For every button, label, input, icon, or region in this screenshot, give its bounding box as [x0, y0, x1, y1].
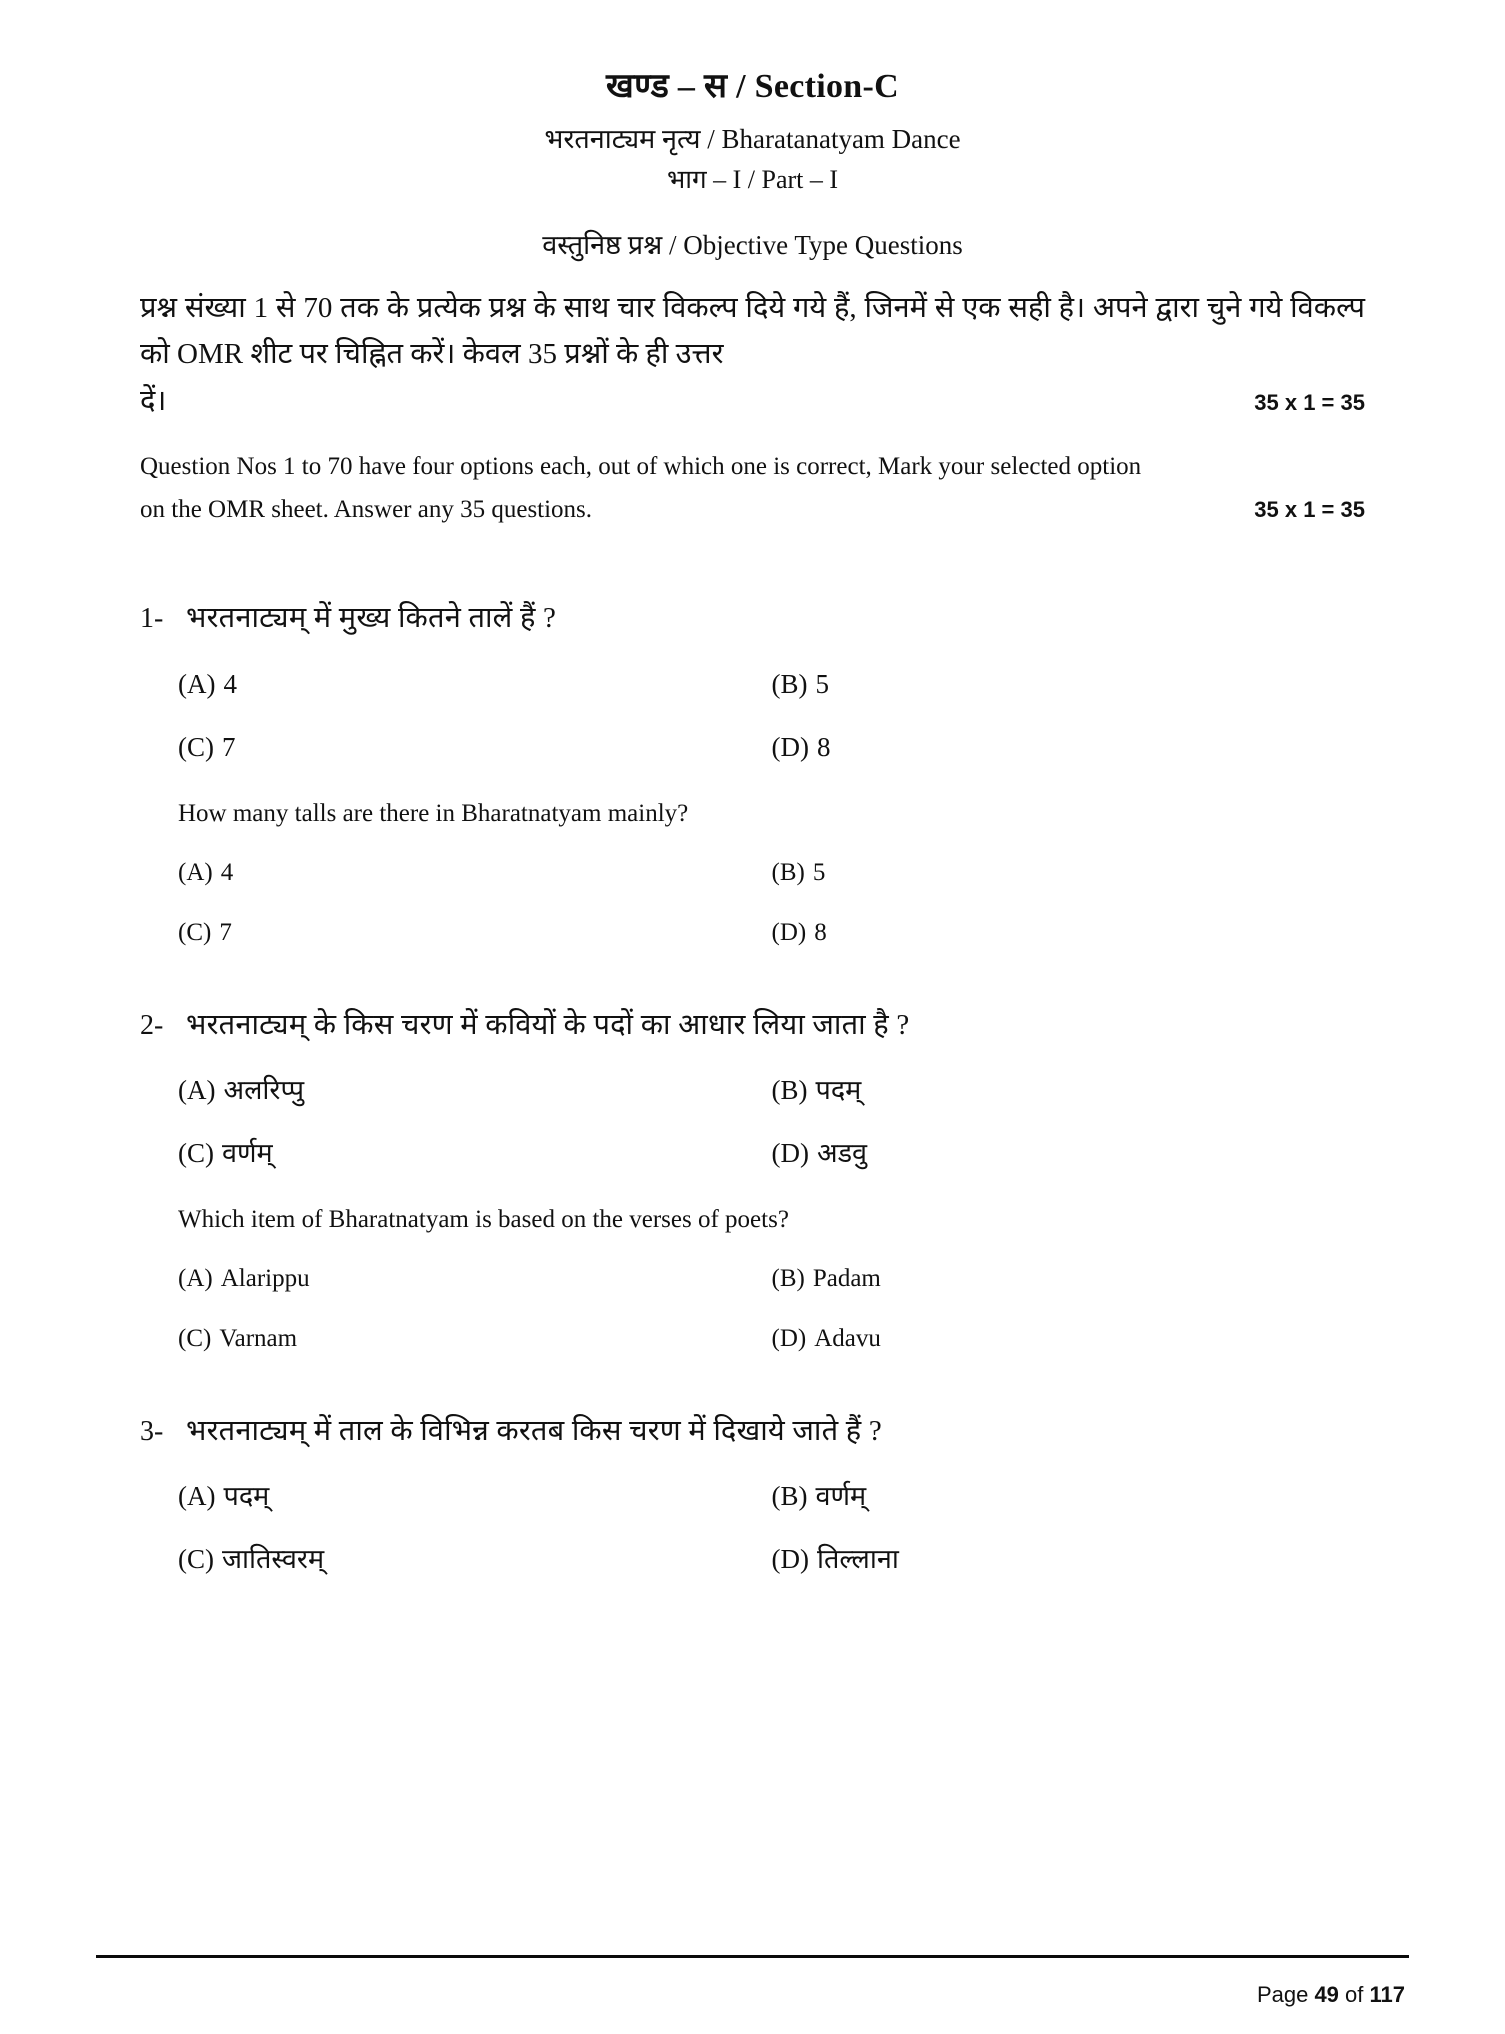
option-text-b: Padam	[812, 1264, 881, 1292]
question-block-1	[140, 597, 1365, 949]
option-label-a: (A)	[178, 1075, 216, 1106]
option-english-d[interactable]	[772, 1323, 1366, 1356]
option-hindi-b[interactable]	[772, 667, 1366, 702]
option-label-c: (C)	[178, 919, 212, 947]
option-hindi-c[interactable]	[178, 1542, 772, 1577]
option-hindi-c[interactable]	[178, 1136, 772, 1171]
option-text-b: 5	[815, 668, 829, 699]
option-english-d[interactable]	[772, 917, 1366, 950]
option-english-c[interactable]	[178, 917, 772, 950]
option-label-c: (C)	[178, 732, 214, 762]
option-hindi-b[interactable]	[772, 1073, 1366, 1108]
option-hindi-d[interactable]	[772, 730, 1366, 765]
marks-english: 35 x 1 = 35	[1254, 497, 1365, 523]
footer-divider	[96, 1955, 1409, 1958]
marks-hindi: 35 x 1 = 35	[1254, 390, 1365, 416]
option-label-c: (C)	[178, 1138, 214, 1169]
option-label-d: (D)	[771, 1325, 807, 1353]
question-2-options-hindi	[178, 1073, 1365, 1171]
option-text-a: Alarippu	[220, 1264, 310, 1292]
question-2-options-english	[178, 1263, 1365, 1356]
option-english-b[interactable]	[772, 1263, 1366, 1296]
question-block-3	[140, 1410, 1365, 1578]
option-text-b: वर्णम्	[815, 1481, 867, 1512]
instructions-english-text: Question Nos 1 to 70 have four options each, out of which one is correct, Mark your selected option	[140, 453, 1142, 481]
option-label-b: (B)	[771, 858, 805, 886]
option-label-c: (C)	[178, 1325, 212, 1353]
option-hindi-a[interactable]	[178, 1479, 772, 1514]
option-label-c: (C)	[178, 1544, 214, 1575]
option-label-a: (A)	[178, 1264, 213, 1292]
option-label-d: (D)	[771, 732, 809, 762]
option-text-a: 4	[220, 858, 234, 886]
question-2-text-hindi: भरतनाट्यम् के किस चरण में कवियों के पदों का आधार लिया जाता है ?	[186, 1008, 910, 1041]
instructions-english-tail-row	[140, 488, 1365, 531]
option-english-a[interactable]	[178, 1263, 772, 1296]
question-2-stem-hindi	[140, 1004, 1365, 1048]
question-3-options-hindi	[178, 1479, 1365, 1577]
objective-type-subtitle: वस्तुनिष्ठ प्रश्न / Objective Type Questions	[542, 229, 963, 260]
option-label-b: (B)	[771, 1481, 808, 1512]
subject-subtitle: भरतनाट्यम नृत्य / Bharatanatyam Dance	[544, 123, 961, 154]
option-text-b: पदम्	[815, 1075, 862, 1106]
option-label-b: (B)	[771, 668, 808, 699]
instructions-hindi-text: प्रश्न संख्या 1 से 70 तक के प्रत्येक प्रश्न के साथ चार विकल्प दिये गये हैं, जिनमें से एक सही है। अपने द्वारा चुने गये विकल्प को OMR शीट पर चिह्नित करें। केवल 35 प्रश्नों के ही उत्तर	[140, 291, 1365, 371]
option-text-d: Adavu	[814, 1325, 881, 1353]
question-3-stem-hindi	[140, 1410, 1365, 1454]
question-1-stem-hindi	[140, 597, 1365, 641]
question-1-number: 1-	[140, 603, 164, 635]
option-text-d: 8	[814, 919, 827, 947]
question-2-stem-english: Which item of Bharatnatyam is based on the verses of poets?	[178, 1206, 789, 1234]
option-english-a[interactable]	[178, 857, 772, 890]
option-label-a: (A)	[178, 668, 216, 699]
option-text-d: 8	[816, 732, 831, 762]
option-text-c: 7	[222, 732, 236, 762]
instructions-english	[140, 445, 1365, 531]
option-label-d: (D)	[771, 1138, 809, 1169]
option-text-c: जातिस्वरम्	[222, 1544, 325, 1575]
footer-page-middle: of	[1338, 1982, 1370, 2007]
question-1-options-english	[178, 857, 1365, 950]
part-subtitle: भाग – I / Part – I	[666, 165, 839, 195]
instructions-hindi-tail-row	[140, 378, 1365, 425]
instructions-english-tail: on the OMR sheet. Answer any 35 questions.	[140, 496, 593, 524]
question-3-number: 3-	[140, 1415, 164, 1447]
section-title: खण्ड – स / Section-C	[606, 68, 899, 105]
page-footer	[1257, 1982, 1405, 2008]
question-block-2	[140, 1004, 1365, 1356]
option-hindi-a[interactable]	[178, 667, 772, 702]
option-text-c: वर्णम्	[222, 1138, 273, 1169]
option-text-c: 7	[219, 919, 232, 947]
option-label-b: (B)	[771, 1075, 808, 1106]
footer-page-number: 49	[1314, 1982, 1339, 2007]
option-label-a: (A)	[178, 858, 213, 886]
option-text-c: Varnam	[219, 1325, 298, 1353]
option-hindi-d[interactable]	[772, 1542, 1366, 1577]
option-label-a: (A)	[178, 1481, 216, 1512]
option-label-b: (B)	[771, 1264, 805, 1292]
instructions-hindi	[140, 285, 1365, 426]
option-hindi-c[interactable]	[178, 730, 772, 765]
option-hindi-a[interactable]	[178, 1073, 772, 1108]
option-text-b: 5	[812, 858, 826, 886]
option-english-c[interactable]	[178, 1323, 772, 1356]
option-text-a: पदम्	[223, 1481, 270, 1512]
question-1-stem-english: How many talls are there in Bharatnatyam mainly?	[178, 800, 689, 828]
option-text-d: अडवु	[816, 1138, 868, 1169]
option-hindi-d[interactable]	[772, 1136, 1366, 1171]
instructions-hindi-tail: दें।	[140, 385, 167, 418]
option-text-a: अलरिप्पु	[223, 1075, 305, 1106]
question-2-number: 2-	[140, 1009, 164, 1041]
option-hindi-b[interactable]	[772, 1479, 1366, 1514]
option-label-d: (D)	[771, 919, 807, 947]
option-text-a: 4	[223, 668, 237, 699]
footer-page-total: 117	[1369, 1982, 1405, 2007]
option-text-d: तिल्लाना	[816, 1544, 899, 1575]
question-1-options-hindi	[178, 667, 1365, 765]
option-english-b[interactable]	[772, 857, 1366, 890]
question-3-text-hindi: भरतनाट्यम् में ताल के विभिन्न करतब किस चरण में दिखाये जाते हैं ?	[186, 1414, 882, 1447]
option-label-d: (D)	[771, 1544, 809, 1575]
footer-page-prefix: Page	[1256, 1982, 1315, 2007]
question-1-text-hindi: भरतनाट्यम् में मुख्य कितने तालें हैं ?	[186, 602, 557, 635]
